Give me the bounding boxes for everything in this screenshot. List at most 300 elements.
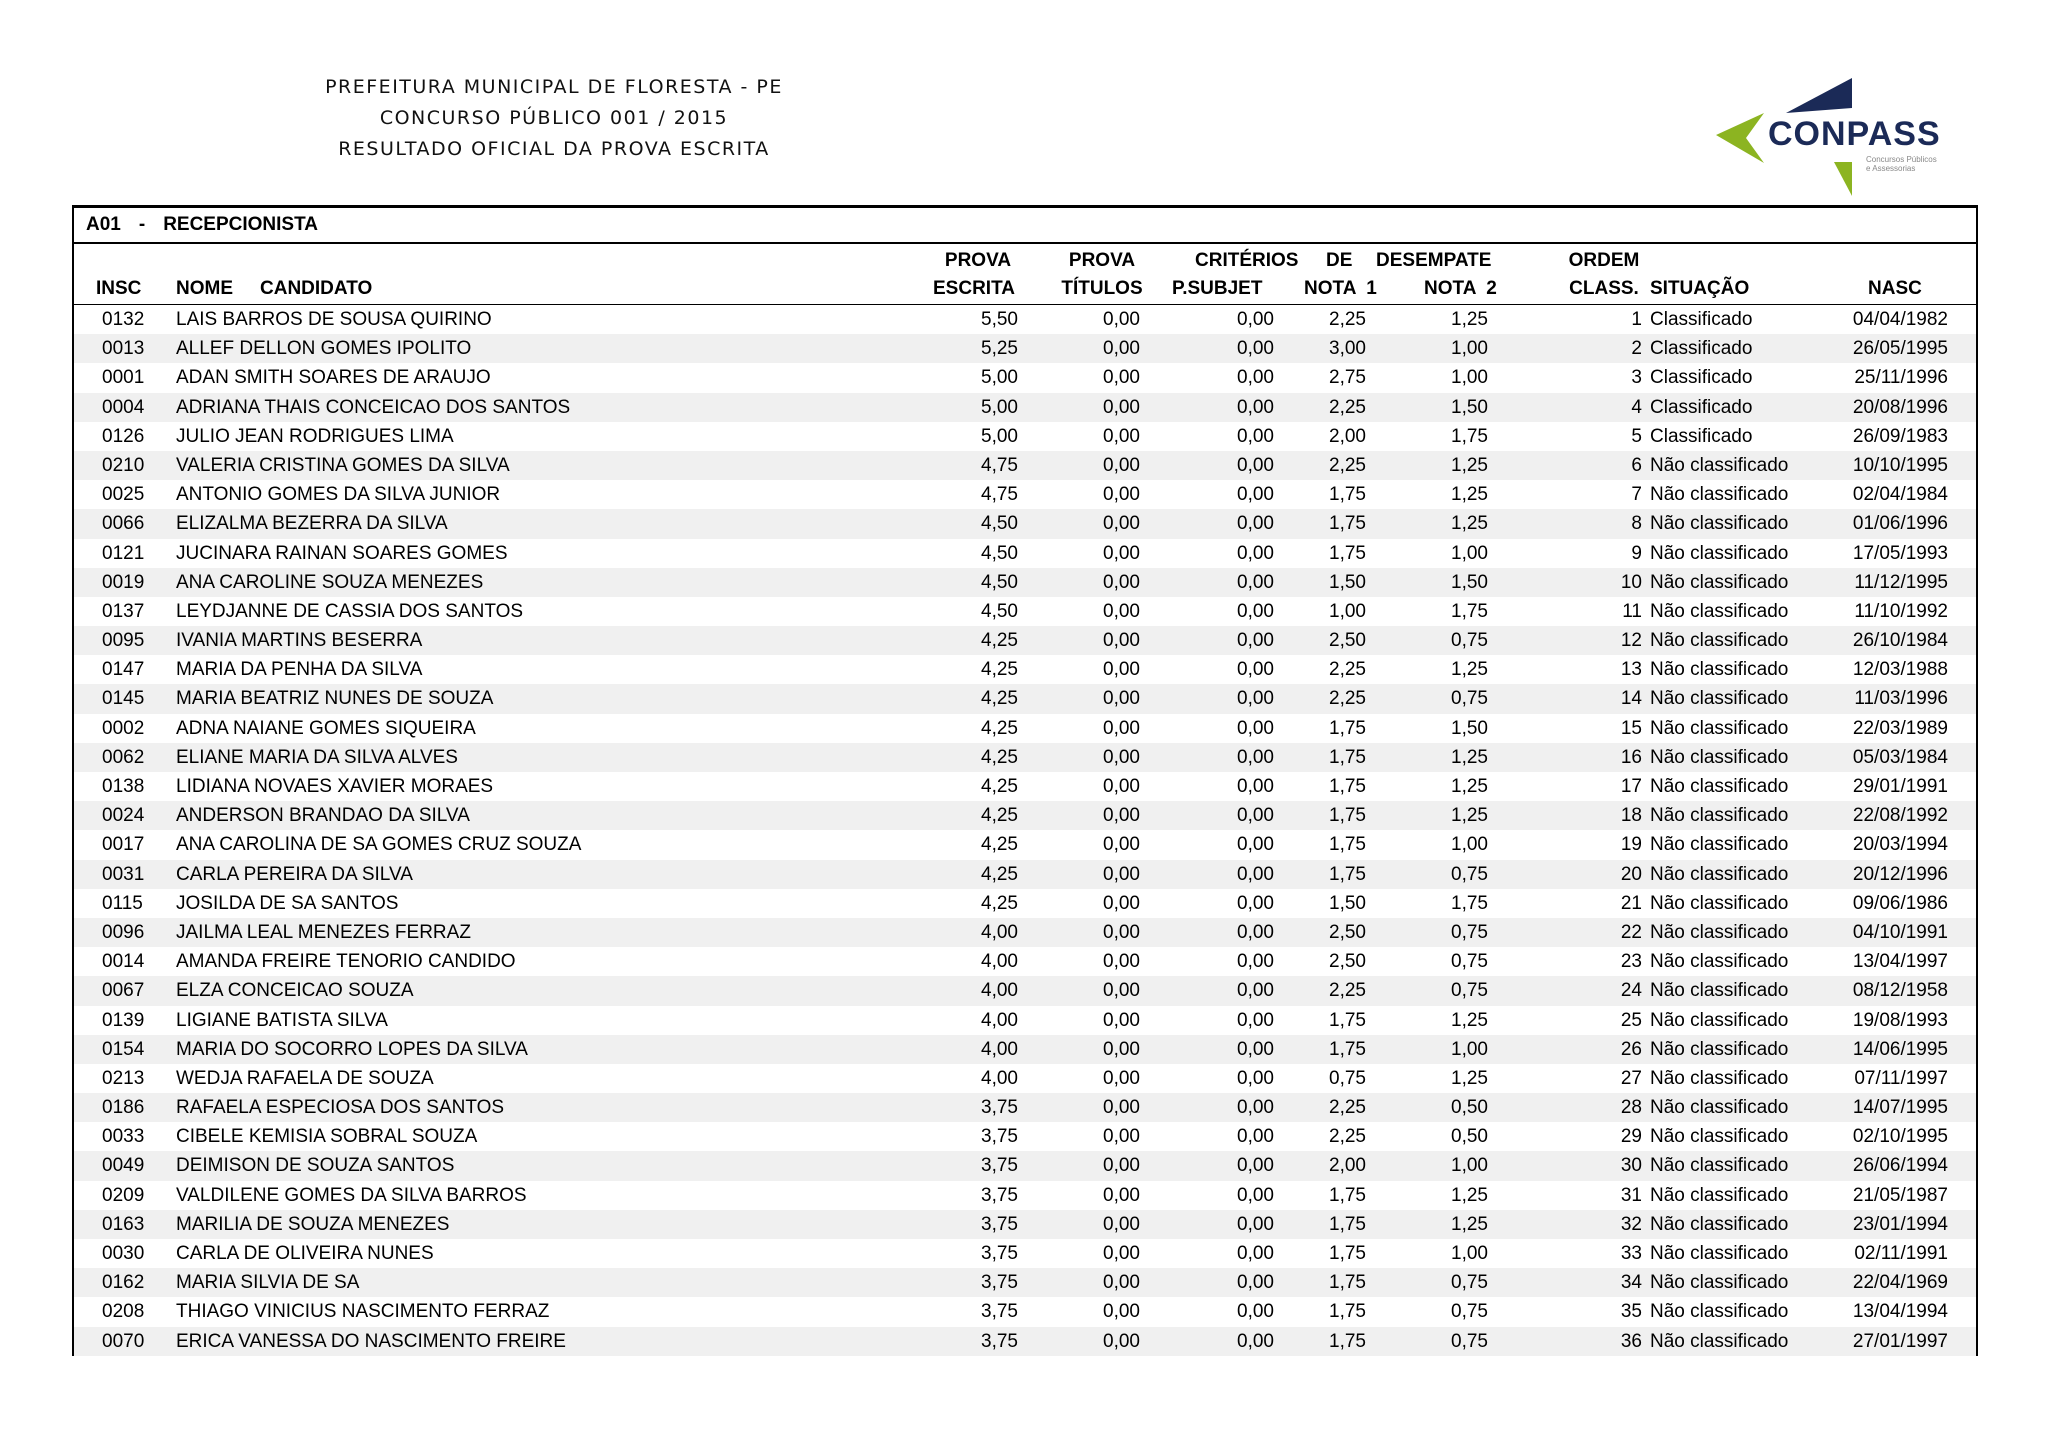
nota1-cell: 1,75: [1329, 834, 1366, 856]
prova-escrita-cell: 4,50: [981, 600, 1018, 622]
insc-cell: 0066: [102, 513, 145, 535]
prova-escrita-cell: 4,50: [981, 542, 1018, 564]
prova-titulos-cell: 0,00: [1103, 688, 1140, 710]
prova-escrita-cell: 4,00: [981, 1009, 1018, 1031]
insc-cell: 0213: [102, 1067, 145, 1089]
insc-cell: 0062: [102, 746, 145, 768]
ordem-cell: 23: [1620, 951, 1642, 973]
ordem-cell: 16: [1620, 746, 1642, 768]
situacao-cell: Classificado: [1650, 367, 1753, 389]
nota2-cell: 1,00: [1451, 338, 1488, 360]
prova-titulos-cell: 0,00: [1103, 338, 1140, 360]
psubjet-cell: 0,00: [1237, 454, 1274, 476]
table-row: [74, 801, 1976, 830]
nota2-cell: 1,25: [1451, 309, 1488, 330]
ordem-cell: 31: [1620, 1184, 1642, 1206]
prova-escrita-cell: 3,75: [981, 1184, 1018, 1206]
prova-titulos-cell: 0,00: [1103, 1038, 1140, 1060]
nome-cell: ELIANE MARIA DA SILVA ALVES: [176, 746, 458, 768]
ordem-cell: 9: [1631, 542, 1642, 564]
prova-titulos-cell: 0,00: [1103, 309, 1140, 330]
ordem-cell: 36: [1620, 1330, 1642, 1352]
situacao-cell: Não classificado: [1650, 805, 1789, 827]
prova-escrita-cell: 4,50: [981, 571, 1018, 593]
situacao-cell: Não classificado: [1650, 659, 1789, 681]
psubjet-cell: 0,00: [1237, 396, 1274, 418]
section-code: A01: [86, 214, 121, 235]
nome-cell: CARLA PEREIRA DA SILVA: [176, 863, 413, 885]
insc-cell: 0210: [102, 454, 145, 476]
nota1-cell: 2,75: [1329, 367, 1366, 389]
prova-escrita-cell: 3,75: [981, 1330, 1018, 1352]
nota1-cell: 3,00: [1329, 338, 1366, 360]
ordem-cell: 30: [1620, 1155, 1642, 1177]
situacao-cell: Classificado: [1650, 338, 1753, 360]
logo-wordmark: CONPASS: [1768, 115, 1941, 153]
nasc-cell: 26/09/1983: [1852, 425, 1948, 447]
nota1-cell: 1,75: [1329, 513, 1366, 535]
nome-cell: LIDIANA NOVAES XAVIER MORAES: [176, 776, 494, 797]
prova-escrita-cell: 4,00: [981, 951, 1018, 973]
prova-escrita-cell: 5,50: [981, 309, 1018, 330]
col-de: DE: [1326, 250, 1353, 271]
prova-escrita-cell: 4,25: [981, 659, 1018, 681]
prova-titulos-cell: 0,00: [1103, 1097, 1140, 1119]
situacao-cell: Não classificado: [1650, 951, 1789, 973]
situacao-cell: Não classificado: [1650, 1330, 1789, 1352]
col-ordem: ORDEM: [1568, 250, 1640, 271]
nasc-cell: 12/03/1988: [1852, 659, 1948, 681]
nasc-cell: 14/07/1995: [1852, 1097, 1948, 1119]
results-table: [72, 205, 1978, 1356]
table-row: [74, 539, 1976, 568]
insc-cell: 0013: [102, 338, 145, 360]
ordem-cell: 5: [1631, 425, 1642, 447]
prova-titulos-cell: 0,00: [1103, 1126, 1140, 1148]
situacao-cell: Não classificado: [1650, 600, 1789, 622]
prova-escrita-cell: 4,25: [981, 776, 1018, 797]
psubjet-cell: 0,00: [1237, 863, 1274, 885]
table-row: [74, 1006, 1976, 1035]
nasc-cell: 07/11/1997: [1854, 1067, 1948, 1089]
prova-titulos-cell: 0,00: [1103, 1272, 1140, 1294]
prova-escrita-cell: 3,75: [981, 1097, 1018, 1119]
nota2-cell: 1,25: [1451, 1184, 1488, 1206]
nome-cell: CARLA DE OLIVEIRA NUNES: [176, 1243, 434, 1264]
col-candidato: CANDIDATO: [260, 278, 373, 299]
prova-escrita-cell: 5,00: [981, 396, 1018, 418]
nasc-cell: 27/01/1997: [1852, 1330, 1948, 1352]
nota2-cell: 1,25: [1451, 659, 1488, 681]
insc-cell: 0115: [102, 892, 143, 914]
psubjet-cell: 0,00: [1237, 1155, 1274, 1177]
prova-titulos-cell: 0,00: [1103, 776, 1140, 797]
nome-cell: ANTONIO GOMES DA SILVA JUNIOR: [176, 484, 501, 506]
prova-escrita-cell: 4,25: [981, 892, 1018, 914]
table-row: [74, 947, 1976, 976]
situacao-cell: Não classificado: [1650, 1243, 1789, 1264]
situacao-cell: Não classificado: [1650, 1009, 1789, 1031]
table-row: [74, 918, 1976, 947]
insc-cell: 0031: [102, 863, 145, 885]
prova-titulos-cell: 0,00: [1103, 1155, 1140, 1177]
section-name: RECEPCIONISTA: [163, 214, 319, 235]
nota1-cell: 1,50: [1329, 892, 1366, 914]
nasc-cell: 25/11/1996: [1854, 367, 1948, 389]
ordem-cell: 3: [1631, 367, 1642, 389]
insc-cell: 0137: [102, 600, 145, 622]
col-prova-escrita-bottom: ESCRITA: [933, 278, 1015, 299]
situacao-cell: Não classificado: [1650, 1213, 1789, 1235]
insc-cell: 0154: [102, 1038, 145, 1060]
table-row: [74, 655, 1976, 684]
insc-cell: 0162: [102, 1272, 145, 1294]
prova-titulos-cell: 0,00: [1103, 367, 1140, 389]
situacao-cell: Não classificado: [1650, 863, 1789, 885]
prova-titulos-cell: 0,00: [1103, 805, 1140, 827]
ordem-cell: 34: [1620, 1272, 1642, 1294]
ordem-cell: 15: [1620, 717, 1642, 739]
nota2-cell: 0,75: [1451, 1330, 1488, 1352]
situacao-cell: Não classificado: [1650, 980, 1789, 1002]
nome-cell: RAFAELA ESPECIOSA DOS SANTOS: [176, 1097, 505, 1119]
psubjet-cell: 0,00: [1237, 513, 1274, 535]
prova-escrita-cell: 3,75: [981, 1213, 1018, 1235]
nome-cell: VALERIA CRISTINA GOMES DA SILVA: [176, 454, 510, 476]
nota2-cell: 0,75: [1451, 921, 1488, 943]
nota1-cell: 1,75: [1329, 1213, 1366, 1235]
nome-cell: LIGIANE BATISTA SILVA: [176, 1009, 388, 1031]
psubjet-cell: 0,00: [1237, 338, 1274, 360]
nota1-cell: 1,75: [1329, 746, 1366, 768]
nota2-cell: 1,25: [1451, 1009, 1488, 1031]
nota2-cell: 0,50: [1451, 1097, 1488, 1119]
prova-titulos-cell: 0,00: [1103, 513, 1140, 535]
nota1-cell: 1,75: [1329, 717, 1366, 739]
table-row: [74, 334, 1976, 363]
section-dash: -: [138, 214, 146, 235]
psubjet-cell: 0,00: [1237, 892, 1274, 914]
psubjet-cell: 0,00: [1237, 746, 1274, 768]
nota2-cell: 0,75: [1451, 630, 1488, 652]
nota2-cell: 1,75: [1451, 892, 1488, 914]
insc-cell: 0121: [102, 542, 145, 564]
nome-cell: MARIA DA PENHA DA SILVA: [176, 659, 423, 681]
ordem-cell: 33: [1620, 1243, 1642, 1264]
nota1-cell: 1,75: [1329, 776, 1366, 797]
table-row: [74, 568, 1976, 597]
prova-escrita-cell: 4,25: [981, 630, 1018, 652]
nasc-cell: 02/10/1995: [1852, 1126, 1948, 1148]
nasc-cell: 01/06/1996: [1852, 513, 1948, 535]
nome-cell: ADRIANA THAIS CONCEICAO DOS SANTOS: [176, 396, 571, 418]
nasc-cell: 23/01/1994: [1852, 1213, 1948, 1235]
nota2-cell: 0,75: [1451, 980, 1488, 1002]
insc-cell: 0001: [102, 367, 145, 389]
nasc-cell: 04/04/1982: [1852, 309, 1948, 330]
nasc-cell: 09/06/1986: [1852, 892, 1948, 914]
insc-cell: 0147: [102, 659, 145, 681]
ordem-cell: 8: [1631, 513, 1642, 535]
nasc-cell: 21/05/1987: [1852, 1184, 1948, 1206]
nome-cell: AMANDA FREIRE TENORIO CANDIDO: [176, 951, 516, 973]
ordem-cell: 18: [1620, 805, 1642, 827]
nome-cell: LEYDJANNE DE CASSIA DOS SANTOS: [176, 600, 524, 622]
insc-cell: 0019: [102, 571, 145, 593]
nota2-cell: 1,25: [1451, 746, 1488, 768]
nome-cell: JUCINARA RAINAN SOARES GOMES: [176, 542, 508, 564]
psubjet-cell: 0,00: [1237, 659, 1274, 681]
table-row: [74, 860, 1976, 889]
nasc-cell: 13/04/1997: [1852, 951, 1948, 973]
ordem-cell: 6: [1631, 454, 1642, 476]
prova-titulos-cell: 0,00: [1103, 1243, 1140, 1264]
nome-cell: LAIS BARROS DE SOUSA QUIRINO: [176, 309, 492, 330]
nota2-cell: 1,00: [1451, 1155, 1488, 1177]
nasc-cell: 29/01/1991: [1852, 776, 1948, 797]
prova-titulos-cell: 0,00: [1103, 396, 1140, 418]
nota1-cell: 2,00: [1329, 1155, 1366, 1177]
nome-cell: MARILIA DE SOUZA MENEZES: [176, 1213, 450, 1235]
nasc-cell: 26/06/1994: [1852, 1155, 1948, 1177]
nota1-cell: 1,75: [1329, 1301, 1366, 1323]
insc-cell: 0186: [102, 1097, 145, 1119]
prova-escrita-cell: 4,25: [981, 746, 1018, 768]
nasc-cell: 04/10/1991: [1852, 921, 1948, 943]
nasc-cell: 19/08/1993: [1852, 1009, 1948, 1031]
nome-cell: MARIA SILVIA DE SA: [176, 1272, 360, 1294]
insc-cell: 0138: [102, 776, 145, 797]
ordem-cell: 27: [1620, 1067, 1642, 1089]
prova-titulos-cell: 0,00: [1103, 600, 1140, 622]
prova-titulos-cell: 0,00: [1103, 630, 1140, 652]
psubjet-cell: 0,00: [1237, 367, 1274, 389]
prova-escrita-cell: 4,50: [981, 513, 1018, 535]
situacao-cell: Não classificado: [1650, 1184, 1789, 1206]
ordem-cell: 17: [1620, 776, 1642, 797]
situacao-cell: Não classificado: [1650, 1272, 1789, 1294]
psubjet-cell: 0,00: [1237, 1272, 1274, 1294]
nota2-cell: 1,00: [1451, 1038, 1488, 1060]
table-row: [74, 1239, 1976, 1268]
prova-escrita-cell: 4,00: [981, 921, 1018, 943]
prova-escrita-cell: 4,75: [981, 454, 1018, 476]
psubjet-cell: 0,00: [1237, 688, 1274, 710]
psubjet-cell: 0,00: [1237, 630, 1274, 652]
table-row: [74, 684, 1976, 713]
prova-titulos-cell: 0,00: [1103, 863, 1140, 885]
nasc-cell: 13/04/1994: [1852, 1301, 1948, 1323]
nome-cell: ELIZALMA BEZERRA DA SILVA: [176, 513, 448, 535]
table-row: [74, 1093, 1976, 1122]
prova-titulos-cell: 0,00: [1103, 1330, 1140, 1352]
psubjet-cell: 0,00: [1237, 1213, 1274, 1235]
nasc-cell: 17/05/1993: [1852, 542, 1948, 564]
psubjet-cell: 0,00: [1237, 805, 1274, 827]
prova-escrita-cell: 4,00: [981, 1038, 1018, 1060]
prova-escrita-cell: 4,25: [981, 805, 1018, 827]
prova-titulos-cell: 0,00: [1103, 892, 1140, 914]
document-header: [0, 0, 2048, 200]
ordem-cell: 10: [1620, 571, 1642, 593]
table-row: [74, 451, 1976, 480]
ordem-cell: 14: [1620, 688, 1642, 710]
insc-cell: 0004: [102, 396, 145, 418]
nota2-cell: 1,25: [1451, 513, 1488, 535]
insc-cell: 0025: [102, 484, 145, 506]
prova-titulos-cell: 0,00: [1103, 951, 1140, 973]
table-row: [74, 772, 1976, 801]
ordem-cell: 32: [1620, 1213, 1642, 1235]
nota2-cell: 1,50: [1451, 717, 1488, 739]
situacao-cell: Não classificado: [1650, 1067, 1789, 1089]
psubjet-cell: 0,00: [1237, 921, 1274, 943]
situacao-cell: Não classificado: [1650, 1097, 1789, 1119]
nota1-cell: 2,25: [1329, 309, 1366, 330]
nasc-cell: 10/10/1995: [1852, 454, 1948, 476]
nota2-cell: 1,75: [1451, 425, 1488, 447]
nasc-cell: 05/03/1984: [1852, 746, 1948, 768]
prova-titulos-cell: 0,00: [1103, 484, 1140, 506]
ordem-cell: 1: [1631, 309, 1642, 330]
ordem-cell: 22: [1620, 921, 1642, 943]
prova-escrita-cell: 3,75: [981, 1126, 1018, 1148]
prova-escrita-cell: 3,75: [981, 1243, 1018, 1264]
table-body: [72, 305, 1978, 1356]
col-prova-titulos-bottom: TÍTULOS: [1061, 278, 1143, 299]
ordem-cell: 4: [1631, 396, 1642, 418]
nota1-cell: 2,25: [1329, 688, 1366, 710]
prova-escrita-cell: 4,25: [981, 717, 1018, 739]
prova-titulos-cell: 0,00: [1103, 1067, 1140, 1089]
nome-cell: JOSILDA DE SA SANTOS: [176, 892, 399, 914]
ordem-cell: 12: [1620, 630, 1642, 652]
table-row: [74, 976, 1976, 1005]
situacao-cell: Não classificado: [1650, 484, 1789, 506]
insc-cell: 0024: [102, 805, 145, 827]
nota1-cell: 1,75: [1329, 542, 1366, 564]
nota1-cell: 1,75: [1329, 863, 1366, 885]
nota1-cell: 1,75: [1329, 1184, 1366, 1206]
insc-cell: 0014: [102, 951, 145, 973]
nome-cell: ADNA NAIANE GOMES SIQUEIRA: [176, 717, 476, 739]
table-row: [74, 830, 1976, 859]
insc-cell: 0095: [102, 630, 145, 652]
insc-cell: 0049: [102, 1155, 145, 1177]
header-line-1: PREFEITURA MUNICIPAL DE FLORESTA - PE: [325, 76, 783, 98]
nome-cell: DEIMISON DE SOUZA SANTOS: [176, 1155, 455, 1177]
ordem-cell: 24: [1620, 980, 1642, 1002]
prova-titulos-cell: 0,00: [1103, 1184, 1140, 1206]
table-row: [74, 1151, 1976, 1180]
psubjet-cell: 0,00: [1237, 951, 1274, 973]
ordem-cell: 19: [1620, 834, 1642, 856]
nota1-cell: 2,50: [1329, 630, 1366, 652]
insc-cell: 0096: [102, 921, 145, 943]
prova-titulos-cell: 0,00: [1103, 1213, 1140, 1235]
nota1-cell: 2,25: [1329, 980, 1366, 1002]
nota2-cell: 0,75: [1451, 1301, 1488, 1323]
nota2-cell: 0,75: [1451, 1272, 1488, 1294]
situacao-cell: Não classificado: [1650, 571, 1789, 593]
table-row: [74, 889, 1976, 918]
psubjet-cell: 0,00: [1237, 1009, 1274, 1031]
table-row: [74, 393, 1976, 422]
nota2-cell: 1,25: [1451, 454, 1488, 476]
title-block: [0, 72, 1578, 165]
situacao-cell: Não classificado: [1650, 1301, 1789, 1323]
situacao-cell: Não classificado: [1650, 542, 1789, 564]
psubjet-cell: 0,00: [1237, 1243, 1274, 1264]
nota2-cell: 1,00: [1451, 542, 1488, 564]
insc-cell: 0209: [102, 1184, 145, 1206]
nasc-cell: 26/05/1995: [1852, 338, 1948, 360]
prova-titulos-cell: 0,00: [1103, 542, 1140, 564]
nasc-cell: 26/10/1984: [1852, 630, 1948, 652]
nota1-cell: 2,25: [1329, 1126, 1366, 1148]
nota1-cell: 1,75: [1329, 484, 1366, 506]
nasc-cell: 22/08/1992: [1852, 805, 1948, 827]
nasc-cell: 11/03/1996: [1854, 688, 1948, 710]
nota1-cell: 2,25: [1329, 396, 1366, 418]
nota1-cell: 1,75: [1329, 1330, 1366, 1352]
prova-titulos-cell: 0,00: [1103, 425, 1140, 447]
nome-cell: JULIO JEAN RODRIGUES LIMA: [176, 425, 454, 447]
prova-escrita-cell: 5,00: [981, 367, 1018, 389]
nome-cell: ADAN SMITH SOARES DE ARAUJO: [176, 367, 491, 389]
nasc-cell: 08/12/1958: [1852, 980, 1948, 1002]
psubjet-cell: 0,00: [1237, 425, 1274, 447]
nome-cell: ALLEF DELLON GOMES IPOLITO: [176, 338, 472, 360]
prova-titulos-cell: 0,00: [1103, 717, 1140, 739]
situacao-cell: Classificado: [1650, 309, 1753, 330]
situacao-cell: Não classificado: [1650, 776, 1789, 797]
nota2-cell: 1,00: [1451, 834, 1488, 856]
col-desempate: DESEMPATE: [1376, 250, 1492, 271]
insc-cell: 0208: [102, 1301, 145, 1323]
col-criterios: CRITÉRIOS: [1195, 250, 1299, 271]
prova-escrita-cell: 4,75: [981, 484, 1018, 506]
insc-cell: 0033: [102, 1126, 145, 1148]
prova-titulos-cell: 0,00: [1103, 659, 1140, 681]
nota1-cell: 2,25: [1329, 1097, 1366, 1119]
table-row: [74, 422, 1976, 451]
psubjet-cell: 0,00: [1237, 600, 1274, 622]
situacao-cell: Classificado: [1650, 425, 1753, 447]
prova-escrita-cell: 3,75: [981, 1272, 1018, 1294]
table-row: [74, 480, 1976, 509]
situacao-cell: Não classificado: [1650, 746, 1789, 768]
ordem-cell: 29: [1620, 1126, 1642, 1148]
nome-cell: MARIA DO SOCORRO LOPES DA SILVA: [176, 1038, 528, 1060]
column-headers: [72, 244, 1978, 305]
nasc-cell: 22/04/1969: [1852, 1272, 1948, 1294]
psubjet-cell: 0,00: [1237, 1330, 1274, 1352]
prova-escrita-cell: 4,25: [981, 688, 1018, 710]
situacao-cell: Não classificado: [1650, 834, 1789, 856]
situacao-cell: Não classificado: [1650, 1126, 1789, 1148]
nota2-cell: 1,50: [1451, 571, 1488, 593]
nota2-cell: 1,00: [1451, 367, 1488, 389]
nota2-cell: 1,25: [1451, 1067, 1488, 1089]
prova-escrita-cell: 3,75: [981, 1301, 1018, 1323]
nota2-cell: 1,25: [1451, 1213, 1488, 1235]
situacao-cell: Não classificado: [1650, 1155, 1789, 1177]
table-row: [74, 1297, 1976, 1326]
prova-escrita-cell: 3,75: [981, 1155, 1018, 1177]
table-row: [74, 1181, 1976, 1210]
table-row: [74, 714, 1976, 743]
